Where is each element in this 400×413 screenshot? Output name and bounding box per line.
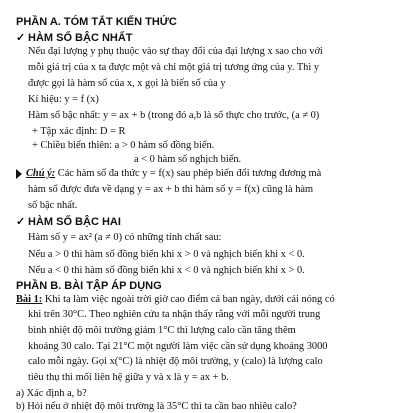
section-title: HÀM SỐ BẬC HAI — [28, 216, 121, 228]
question-b: b) Hỏi nếu ở nhiệt độ môi trường là 35°C thì ta cần bao nhiêu calo? — [16, 401, 297, 412]
exercise-line: bình nhiệt độ môi trường giảm 1°C thì lượng calo cần tăng thêm — [28, 325, 296, 336]
exercise-line: khi trên 30°C. Theo nghiên cứu ta nhận thấy rằng với mỗi người trung — [28, 309, 321, 320]
exercise-line: tiêu thụ thì mối liên hệ giữa y và x là y = ax + b. — [28, 372, 229, 383]
exercise-line: khoảng 30 calo. Tại 21°C một người làm việc cần sử dụng khoảng 3000 — [28, 341, 328, 352]
checkmark-icon: ✓ — [16, 216, 26, 228]
note-label: Chú ý: — [26, 168, 56, 179]
note-line: số bậc nhất. — [28, 200, 78, 211]
exercise-line — [16, 294, 335, 306]
paragraph-line: Nếu a < 0 thì hàm số đồng biến khi x < 0 và nghịch biến khi x > 0. — [28, 265, 305, 276]
paragraph-line: Hàm số y = ax² (a ≠ 0) có những tính chất sau: — [28, 232, 222, 243]
note-line — [16, 168, 321, 180]
definition-line: Hàm số bậc nhất: y = ax + b (trong đó a,b là số thực cho trước, (a ≠ 0) — [28, 110, 320, 121]
note-triangle-icon — [16, 169, 22, 179]
question-a: a) Xác định a, b? — [16, 388, 87, 399]
paragraph-line: Nếu đại lượng y phụ thuộc vào sự thay đổi của đại lượng x sao cho với — [28, 46, 323, 57]
note-text: Các hàm số đa thức y = f(x) sau phép biến đổi tương đương mà — [55, 168, 322, 179]
exercise-line: calo mỗi ngày. Gọi x(°C) là nhiệt độ môi trường, y (calo) là lượng calo — [28, 356, 323, 367]
exercise-label: Bài 1: — [16, 294, 43, 305]
part-b-heading: PHẦN B. BÀI TẬP ÁP DỤNG — [16, 280, 162, 292]
notation-line: Kí hiệu: y = f (x) — [28, 94, 99, 105]
part-a-heading: PHẦN A. TÓM TẮT KIẾN THỨC — [16, 16, 177, 28]
section-linear-function-heading — [16, 32, 133, 44]
domain-line: + Tập xác định: D = R — [32, 126, 126, 137]
exercise-text: Khi ta làm việc ngoài trời giờ cao điểm cả ban ngày, dưới cái nóng có — [42, 294, 335, 305]
paragraph-line: Nếu a > 0 thì hàm số đồng biến khi x > 0 và nghịch biến khi x < 0. — [28, 249, 305, 260]
monotonicity-line: + Chiều biến thiên: a > 0 hàm số đồng biến. — [32, 140, 215, 151]
checkmark-icon: ✓ — [16, 32, 26, 44]
note-line: hàm số được đưa về dạng y = ax + b thì hàm số y = f(x) cũng là hàm — [28, 184, 314, 195]
paragraph-line: mỗi giá trị của x ta được một và chỉ một giá trị tương ứng của y. Thì y — [28, 62, 320, 73]
section-title: HÀM SỐ BẬC NHẤT — [28, 32, 133, 44]
monotonicity-line: a < 0 hàm số nghịch biến. — [134, 154, 242, 165]
paragraph-line: được gọi là hàm số của x, x gọi là biến số của y — [28, 78, 226, 89]
section-quadratic-function-heading — [16, 216, 121, 228]
